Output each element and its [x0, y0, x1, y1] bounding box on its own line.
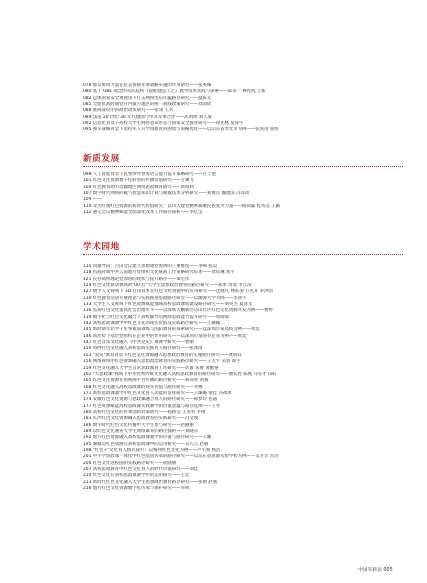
toc-entry: 174 安徽红色文化资源与思政课融合育人的路径研究——韩梦玲 包越 [83, 397, 218, 403]
toc-entry: 110 北大红楼红色资源的新时代价值研究：以伟大建党精神凝聚民族复兴力量——杨尚霖 程英昊 王颖 [83, 203, 280, 209]
toc-entry: 109 —— [83, 197, 102, 203]
toc-entry: 216 地方红色文化资源数字化传承与保护研究——李明 [83, 486, 190, 492]
entries-list-xueshu [83, 264, 413, 492]
toc-entry: 192 地方红色资源融入高校思政课教学的价值与路径研究——王鹏 [83, 435, 212, 441]
toc-entry: 147 红色音乐文化融入《中共党史》课教学研究——曹丽 [83, 340, 194, 346]
toc-entry: 089 浅论 20 世纪 30 年代德国与中苏军事合作——武明明 刘人豪 [83, 114, 212, 120]
toc-entry: 207 高校思政教育中红色文化育人的时代价值研究——刘佳 [83, 467, 199, 472]
toc-entry: 118 抗战时期中共云南地方党组织文化统战工作策略研究综述——龚钰琳 蕾平 [83, 270, 235, 276]
section-divider [83, 254, 403, 255]
toc-entry: 124 红色文化驱动视域的"00 后"大学生思想政治教育的路径研究——郑果 周欢 李江清 [83, 283, 252, 289]
toc-entry: 198 "红色+"文化育人模式探究：以梅州红色文化为例——卢小燕 杨浩 [83, 447, 221, 453]
toc-entry: 133 大学生人文视域下红色资源赋能地域高校思政课程建设路径研究——刘英杰 夏泽文 [83, 302, 253, 308]
section-title-xueshu: 学术园地 [83, 242, 120, 252]
toc-entry: 204 红色文化进校园的实践路径研究——程晓丽 [83, 460, 177, 466]
section-title-xinzhi: 新质发展 [83, 154, 120, 164]
toc-entry: 150 将西红色文化融入高校思政实践育人路径研究——张冰漫 [83, 346, 203, 352]
toc-entry: 183 长沙红色文化资源融入思政教育的实践研究——冯文俊 [83, 416, 199, 422]
toc-entry: 095 强军战略背景下退役军人升学再教育的困境与策略优化——以山东省寿光市为例——张凤进 张辉 [83, 127, 279, 133]
toc-entry: 189 以红色文化涵养大学生网络素养的路径探析——刘晓东 [83, 428, 199, 434]
toc-entry: 115 问题导向：古田会议建立思想建党原则的三重维度——李响 张昊 [83, 264, 218, 269]
toc-entry: 098 人工智能背景下民警涉外警务语言能力提升策略研究——甘士艳 [83, 172, 216, 177]
entries-list-top [83, 83, 413, 134]
toc-entry: 082 总体国家安全观视角下打击网络电信诈骗路径研究——温陈元 [83, 95, 212, 101]
toc-entry: 142 高校思政课教学中红色文化的现实价值及实践路径研究——王娜娜 [83, 321, 221, 327]
toc-entry: 107 数字时代网络的碳气智慧知识计算与抽取技术分析研究——刘俊岳 魏德国 冯泽琦 [83, 191, 250, 197]
toc-entry: 213 新时代红色文化融入大学生思想政治教育路径研究——张丽 赵燕 [83, 479, 218, 485]
toc-entry: 139 数字化与红色文化融合下高校辅导员网络思政能力提升研究——周瑞瑞 [83, 314, 229, 320]
toc-entry: 156 网络视域中红色资源融入思想政治教育的实践路径研究——王大宇 吴羽 谭宇 [83, 359, 241, 365]
toc-entry: 145 新时期年轻学子军事素质训练与国防教育的探索研究——以深圳市某高校为例——黄奕 [83, 327, 260, 333]
toc-entry: 210 红色文化在高校思政课教学中的运用研究——王宏 [83, 473, 190, 479]
toc-entry: 112 遵义会议精神赋能全面深化改革工作路径探析——李亿莹 [83, 210, 203, 216]
toc-entry: 101 红色文化资源数字化转型的传播价值研究——万翼飞 [83, 178, 194, 184]
toc-entry: 177 红色资源赋能高校思政课实践教学的价值意蕴与路径选择——王冬 [83, 403, 221, 409]
toc-entry: 180 高校红色文化的传承创新对策研究——程路莹 王亚男 李俊 [83, 409, 206, 415]
toc-entry: 165 红色文化资源在短视频平台传播的路径研究——胡沛亮 刘燕 [83, 378, 209, 384]
toc-entry: 168 红色文化融入高校思政课的现实价值与路径研究——李娜 [83, 384, 203, 390]
toc-entry: 153 "双史"教育背景下红色文化资源融入思想政治教育的实施路径研究——龚明钰 [83, 352, 242, 358]
toc-entry: 195 湘赣边红色资源在高校思政课中的运用研究——吴巧云 赵敏 [83, 441, 209, 447]
toc-entry: 159 红色文化融入大学生日常思政教育工作研究——彭蕾 朱俊 黄勤艳 [83, 365, 219, 371]
toc-entry: 127 数字人文视域下 3D 打印技术在红色文化资源中的应用研究——沈晓凡 林轩羽 万先升 李洪雨 [83, 289, 273, 295]
toc-entry: 146 新形势下基层党组织在企业中的作用研究——以深圳市某国有企业为例——黄奕 [83, 333, 247, 339]
entries-list-xinzhi [83, 172, 413, 216]
toc-entry: 171 高校思政课教学中红色文化育人功能的发挥研究——王璐璐 梁佳 冯冰冰 [83, 390, 232, 396]
toc-entry: 104 红色教育助力边疆地区网络思政教育研究——黄昭利 [83, 184, 194, 190]
toc-entry: 078 群众协同力量在抗美援朝军事战略实施的作用研究——张英珊 [83, 83, 212, 88]
toc-entry: 088 淮海战役中的政治动员研究——张翎 王兵 [83, 108, 174, 114]
toc-entry: 186 数字时代红色文化传播中大学生参与研究——赵丽丽 [83, 422, 194, 428]
toc-entry: 201 中小学思政课一体化中红色基因传承的路径研究——以乐东县思源实验学校为例——吴芳芳 冯浩 [83, 454, 279, 460]
toc-entry: 092 信息化背景下高校大学生网络意识形态与国家安全教育研究——徐先林 莫睿宇 [83, 121, 244, 127]
toc-entry: 162 "大思政课"视域下中华优秀传统文化融入高校思政教育的路径研究——曲长胜 陈燕 马有才 田虹 [83, 371, 277, 377]
toc-entry: 136 弘扬红色文化提高社会治理水平——以深圳大鹏新区东山社区红色文化资源开发为例——曹婷 [83, 308, 273, 314]
toc-entry: 130 红色教育活动开展理论与实践推进思政路径研究——以湘潭大学为例——李鸿宇 [83, 295, 247, 301]
toc-entry: 080 基于 OBE 理念的军队院校《船舶建造工艺》教学改革实践与探索——邱卓一 穆淳凯 王新 [83, 89, 266, 95]
section-divider [83, 166, 403, 167]
toc-entry: 085 全面抗战时期党在内蒙古地区的统一战线政策研究——刘羽瑶 [83, 102, 212, 108]
page-footer: 中国军转民 005 [358, 568, 393, 573]
toc-entry: 121 民办高校理论党训班的现状与提升路径——谭宏伟 [83, 276, 190, 282]
